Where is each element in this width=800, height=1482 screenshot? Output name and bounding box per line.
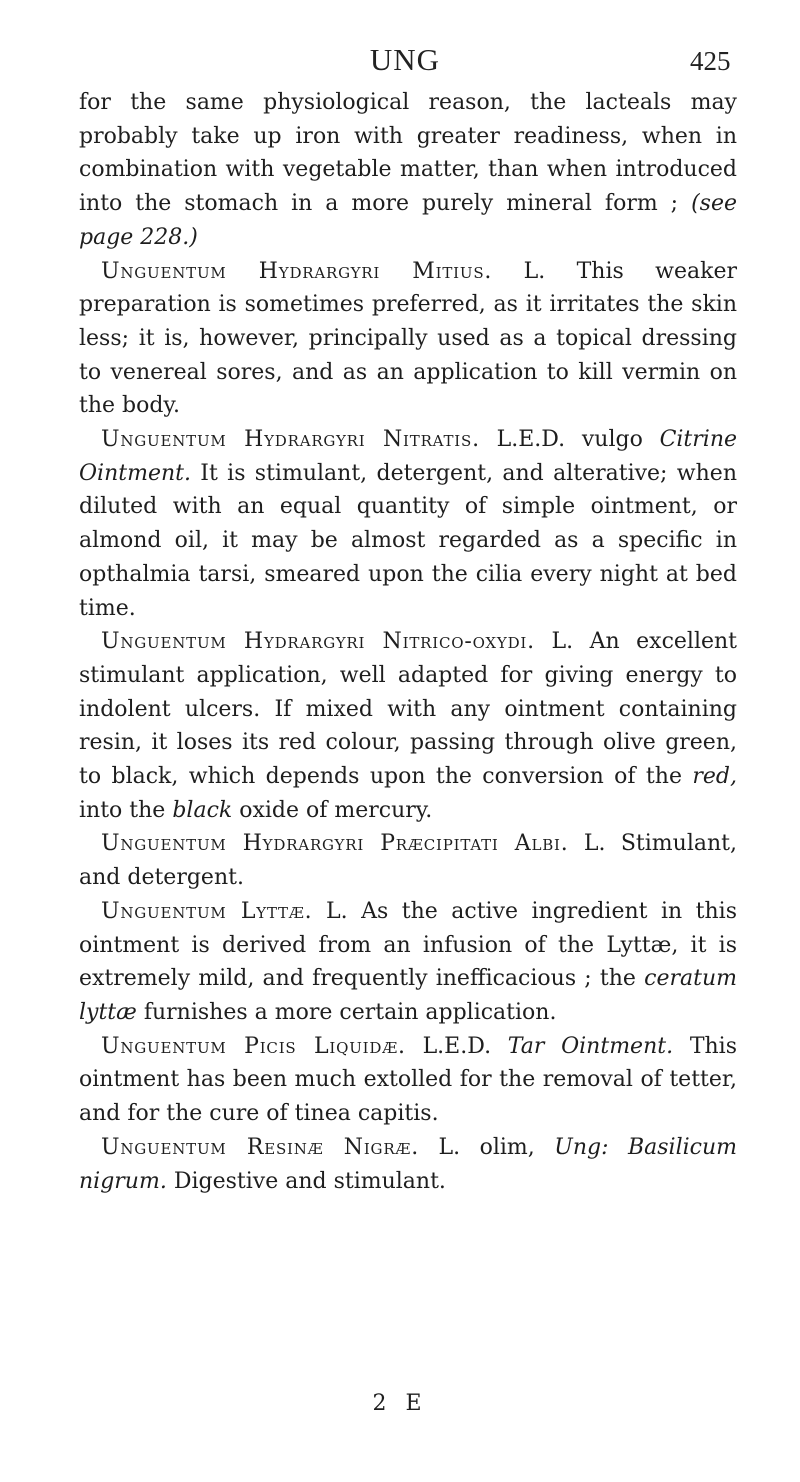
entry-heading: Unguentum Resinæ Nigræ. (101, 1134, 420, 1160)
continuation-paragraph (79, 86, 737, 255)
entry-unguentum-lyttae (79, 895, 737, 1030)
entry-text: Stimulant, and detergent. (79, 831, 737, 891)
running-head (0, 42, 800, 82)
signature-mark: 2 E (372, 1391, 428, 1416)
entry-text: This weaker preparation is sometimes preferred, as it irritates the skin less; it is, however, principally used as a topical dressing to venereal sores, and as an application to kill vermin on the body. (79, 258, 737, 419)
entry-authority: L. (523, 258, 546, 284)
entry-heading: Unguentum Hydrargyri Præcipitati Albi. (101, 831, 569, 857)
entry-text: Digestive and stimulant. (173, 1168, 446, 1194)
entry-heading: Unguentum Hydrargyri Mitius. (101, 258, 493, 284)
entry-text: It is stimulant, detergent, and alterative; when diluted with an equal quantity of simple ointment, or almond oil, it may be almost regarded as a specific in opthalmia tarsi, smeared upon the cilia every night at bed time. (79, 460, 737, 621)
page-reference: (see page 228.) (79, 191, 737, 250)
entry-heading: Unguentum Picis Liquidæ. (101, 1033, 406, 1059)
entry-unguentum-picis-liquidae (79, 1030, 737, 1131)
continuation-text: for the same physiological reason, the lacteals may probably take up iron with greater readiness, when in combination with vegetable matter, than when introduced into the stomach in a more purely mineral form ; (79, 90, 737, 217)
page-body-text (79, 86, 737, 1198)
entry-text: This ointment has been much extolled for the removal of tetter, and for the cure of tinea capitis. (79, 1033, 737, 1127)
entry-authority: L. (551, 629, 574, 655)
entry-text-end: oxide of mercury. (239, 797, 433, 823)
former-name: Ung: Basilicum nigrum. (79, 1134, 737, 1194)
entry-unguentum-resinae-nigrae (79, 1131, 737, 1198)
entry-heading: Unguentum Hydrargyri Nitratis. (101, 427, 480, 453)
running-head-word: UNG (369, 42, 441, 77)
common-name: Tar Ointment. (507, 1033, 674, 1059)
entry-authority: L. olim, (438, 1134, 535, 1160)
entry-authority: L. (325, 898, 348, 924)
vulgo-label: vulgo (581, 427, 643, 453)
entry-authority: L.E.D. (496, 427, 566, 453)
entry-unguentum-hydrargyri-praecipitati-albi (79, 827, 737, 894)
emphasis-red: red, (692, 764, 737, 790)
page-number: 425 (690, 46, 731, 76)
entry-unguentum-hydrargyri-nitrico-oxydi (79, 625, 737, 827)
entry-heading: Unguentum Hydrargyri Nitrico-oxydi. (101, 629, 535, 655)
emphasis-black: black (172, 797, 233, 823)
entry-authority: L. (583, 831, 606, 857)
entry-unguentum-hydrargyri-mitius (79, 255, 737, 424)
entry-heading: Unguentum Lyttæ. (101, 898, 313, 924)
entry-text-continued: into the (79, 797, 166, 823)
entry-text-end: furnishes a more certain application. (143, 999, 557, 1025)
entry-unguentum-hydrargyri-nitratis (79, 423, 737, 625)
entry-authority: L.E.D. (422, 1033, 492, 1059)
ceratum-lyttae: ceratum lyttæ (79, 966, 737, 1025)
common-name: Citrine Ointment. (79, 427, 738, 486)
entry-text: An excellent stimulant application, well adapted for giving energy to indolent ulcers. If mixed with any ointment containing resin, it loses its red colour, passing through olive green, to black, which depends upon the conversion of the (79, 629, 738, 790)
entry-text: As the active ingredient in this ointment is derived from an infusion of the Lyttæ, it is extremely mild, and frequently inefficacious ; the (79, 898, 737, 992)
